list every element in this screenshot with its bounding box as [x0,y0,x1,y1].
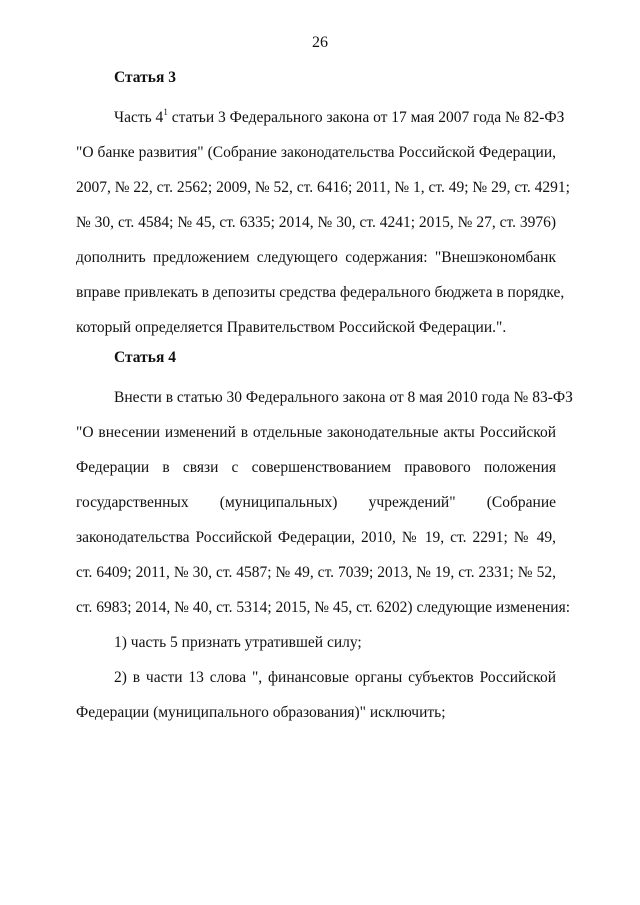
article-4-line-4: государственных (муниципальных) учреждений" (Собрание [76,494,556,511]
article-3-heading: Статья 3 [114,69,176,86]
article-4-line-1: Внести в статью 30 Федерального закона от 8 мая 2010 года № 83-ФЗ [114,389,573,406]
article-3-line-1-rest: статьи 3 Федерального закона от 17 мая 2007 года № 82-ФЗ [167,109,565,126]
article-4-line-6: ст. 6409; 2011, № 30, ст. 4587; № 49, ст. 7039; 2013, № 19, ст. 2331; № 52, [76,564,556,581]
article-4-line-3: Федерации в связи с совершенствованием правового положения [76,459,556,476]
article-4-heading: Статья 4 [114,349,176,366]
article-4-item-2-cont: Федерации (муниципального образования)" исключить; [76,704,446,721]
article-4-line-5: законодательства Российской Федерации, 2010, № 19, ст. 2291; № 49, [76,529,556,546]
article-3-line-1-start: Часть 4 [114,109,164,126]
article-4-item-2: 2) в части 13 слова ", финансовые органы субъектов Российской [114,669,556,686]
article-4-item-1: 1) часть 5 признать утратившей силу; [114,634,362,651]
article-3-line-1 [114,100,565,135]
article-3-line-4: № 30, ст. 4584; № 45, ст. 6335; 2014, № 30, ст. 4241; 2015, № 27, ст. 3976) [76,214,556,231]
article-3-line-7: который определяется Правительством Российской Федерации.". [76,319,507,336]
article-4-line-7: ст. 6983; 2014, № 40, ст. 5314; 2015, № 45, ст. 6202) следующие изменения: [76,599,571,616]
article-4-line-2: "О внесении изменений в отдельные законодательные акты Российской [76,424,556,441]
article-3-line-5: дополнить предложением следующего содержания: "Внешэкономбанк [76,249,556,266]
superscript-1: 1 [163,107,168,117]
article-3-line-3: 2007, № 22, ст. 2562; 2009, № 52, ст. 6416; 2011, № 1, ст. 49; № 29, ст. 4291; [76,179,570,196]
page-number: 26 [312,34,328,51]
article-3-line-2: "О банке развития" (Собрание законодательства Российской Федерации, [76,144,556,161]
article-3-line-6: вправе привлекать в депозиты средства федерального бюджета в порядке, [76,284,565,301]
